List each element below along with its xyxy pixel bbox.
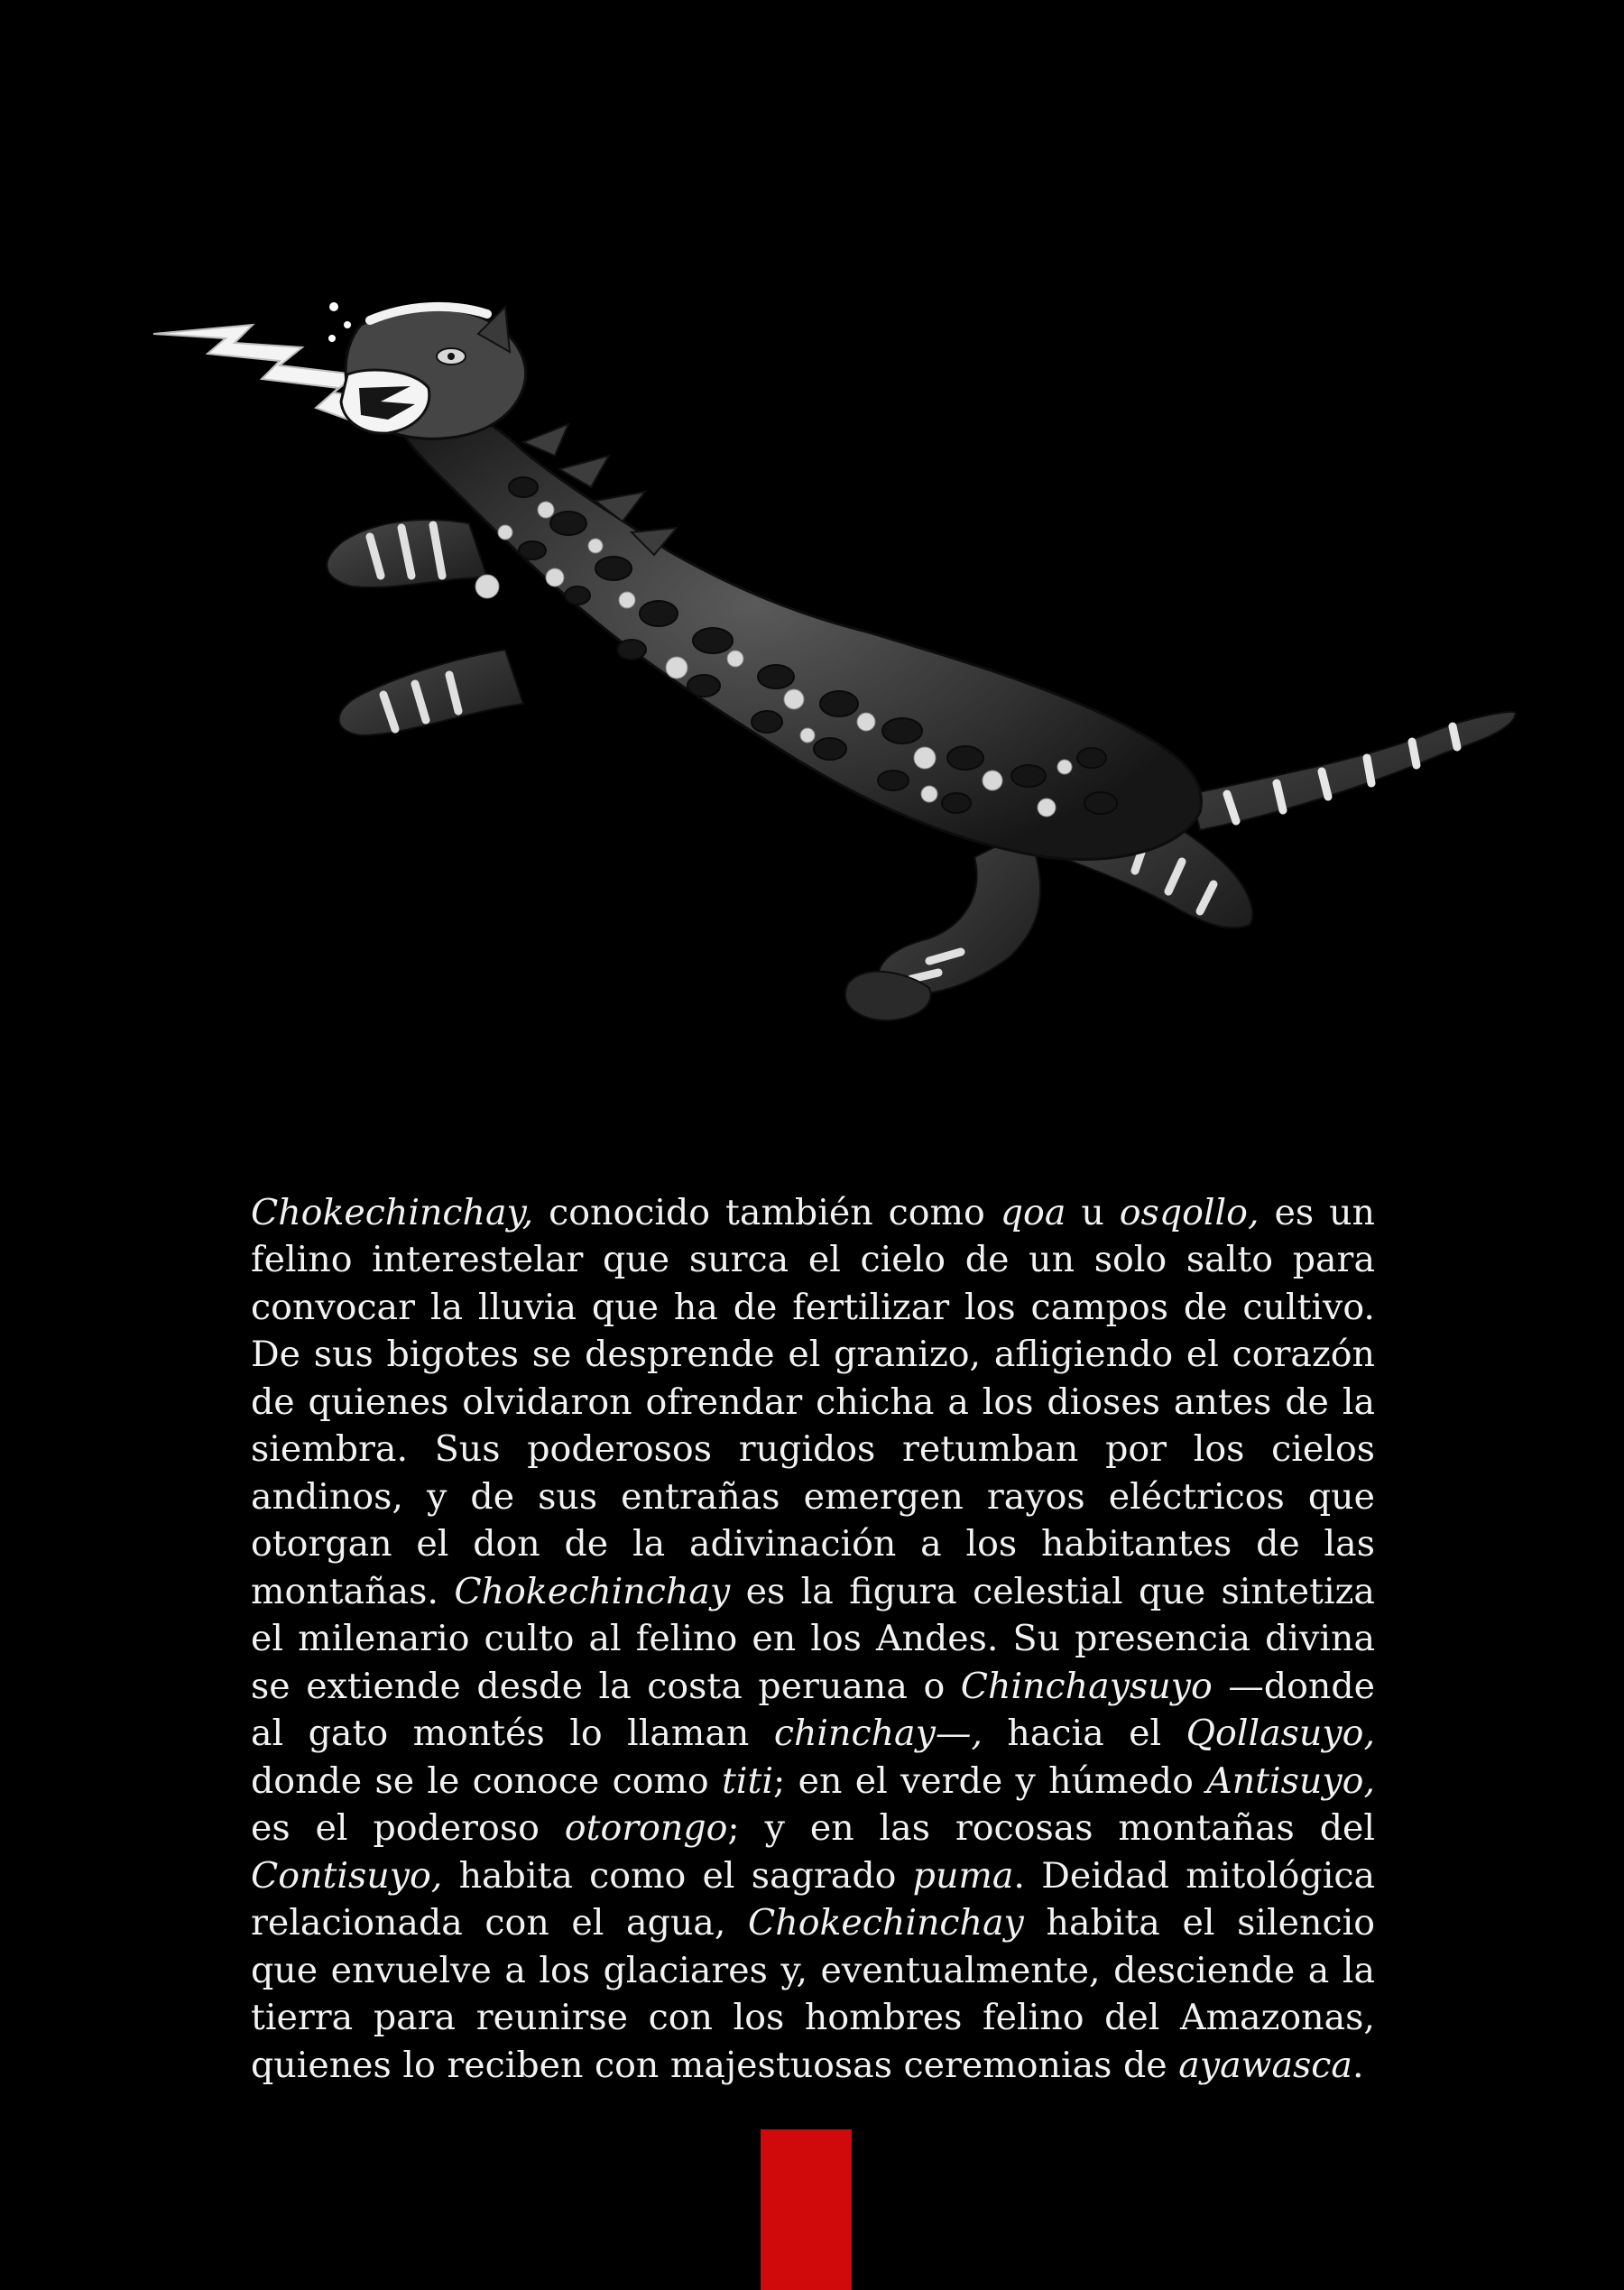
description-paragraph bbox=[251, 1189, 1375, 2090]
text-run: es un felino interestelar que surca el cielo de un solo salto para convocar la lluvia que ha de fertilizar los campos de cultivo. De sus bigotes se desprende el granizo, afligiendo el corazón de quienes olvidaron ofrendar chicha a los dioses antes de la siembra. Sus poderosos rugidos retumban por los cielos andinos, y de sus entrañas emergen rayos eléctricos que otorgan el don de la adivinación a los habitantes de las montañas. bbox=[251, 1191, 1375, 1612]
term-antisuyo: Antisuyo, bbox=[1206, 1759, 1376, 1802]
text-run: habita el silencio que envuelve a los glaciares y, eventualmente, desciende a la tierra para reunirse con los hombres felino del Amazonas, quienes lo reciben con majestuosas ceremonias de bbox=[251, 1902, 1375, 2086]
term-contisuyo: Contisuyo, bbox=[251, 1854, 443, 1897]
text-run: es la figura celestial que sintetiza el milenario culto al felino en los Andes. Su presencia divina se extiende desde la costa peruana o bbox=[251, 1570, 1375, 1707]
term-chinchaysuyo: Chinchaysuyo bbox=[960, 1665, 1213, 1707]
text-run: u bbox=[1066, 1191, 1120, 1233]
leaping-feline-illustration bbox=[144, 289, 1534, 1119]
term-osqollo: osqollo, bbox=[1119, 1191, 1260, 1233]
text-run: . bbox=[1352, 2044, 1364, 2086]
term-chokechinchay: Chokechinchay, bbox=[251, 1191, 534, 1233]
text-run: donde se le conoce como bbox=[251, 1759, 722, 1802]
term-qoa: qoa bbox=[1000, 1191, 1066, 1233]
tail bbox=[1191, 712, 1516, 830]
red-accent-bar bbox=[761, 2129, 852, 2290]
term-qollasuyo: Qollasuyo, bbox=[1186, 1713, 1375, 1754]
feline-body bbox=[388, 397, 1202, 860]
text-run: es el poderoso bbox=[251, 1807, 565, 1849]
text-run: conocido también como bbox=[533, 1191, 1001, 1233]
term-chokechinchay: Chokechinchay bbox=[748, 1902, 1024, 1944]
term-chinchay: chinchay—, bbox=[773, 1713, 983, 1754]
term-ayawasca: ayawasca bbox=[1178, 2044, 1352, 2086]
term-titi: titi bbox=[722, 1759, 774, 1802]
text-run: ; en el verde y húmedo bbox=[773, 1759, 1207, 1802]
term-puma: puma bbox=[912, 1854, 1014, 1897]
text-run: habita como el sagrado bbox=[442, 1854, 913, 1897]
front-leg-lower bbox=[339, 650, 523, 735]
text-run: —donde al gato montés lo llaman bbox=[251, 1665, 1375, 1754]
term-chokechinchay: Chokechinchay bbox=[454, 1570, 731, 1612]
text-run: ; y en las rocosas montañas del bbox=[727, 1807, 1375, 1849]
term-otorongo: otorongo bbox=[564, 1807, 728, 1849]
text-run: hacia el bbox=[982, 1713, 1186, 1754]
hind-leg-lower bbox=[879, 830, 1041, 995]
text-run: . Deidad mitológica relacionada con el agua, bbox=[251, 1854, 1375, 1944]
